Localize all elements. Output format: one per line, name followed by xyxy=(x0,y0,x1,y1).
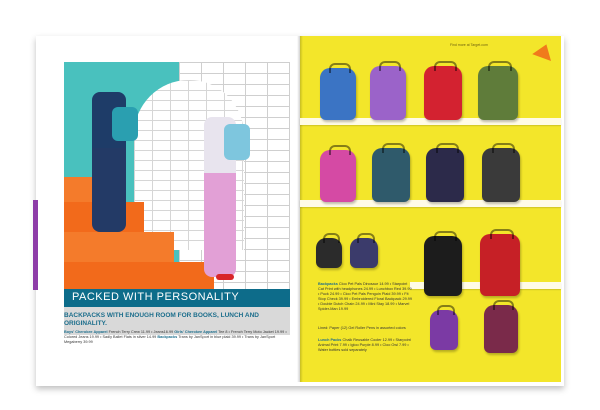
subhead: BACKPACKS WITH ENOUGH ROOM FOR BOOKS, LUNCH AND ORIGINALITY. xyxy=(64,312,259,327)
girl-backpack xyxy=(224,124,250,160)
lunch-pack-igloo xyxy=(430,310,458,350)
pens-caption: Lined: Paper (12) Gel Roller Pens in assorted colors xyxy=(318,326,406,330)
backpack-spider-man xyxy=(480,234,520,296)
folio: Find more at Target.com xyxy=(450,43,488,47)
details-label-1: Boys' Cherokee Apparel xyxy=(64,330,108,334)
details-text-3: Trans by JanSport in blue plaid 39.99 • Trans by JanSport Megaberry 39.99 xyxy=(64,335,276,344)
backpack-spiky xyxy=(424,236,462,296)
boy-backpack xyxy=(112,107,138,141)
backpack-floral xyxy=(426,148,464,202)
red-flat-shoe xyxy=(216,274,234,280)
lunch-pack-stripe xyxy=(316,238,342,268)
lunch-pack-owl xyxy=(484,305,518,353)
backpack-check xyxy=(372,148,410,202)
product-details xyxy=(64,330,292,345)
page-title: PACKED WITH PERSONALITY xyxy=(72,291,240,303)
backpacks-caption xyxy=(318,282,413,312)
orange-step-1 xyxy=(64,262,214,292)
backpack-cat-print xyxy=(370,66,406,120)
details-text-1: French Terry Crew 11.99 • Jeans16.99 xyxy=(108,330,174,334)
spine-gutter xyxy=(297,36,303,382)
details-text-2: Tee 8 • French Terry Moto Jacket 19.99 • Colored Jeans 19.99 • Sadly Ballet Flats in silver 14.99 xyxy=(64,330,287,339)
caption-3-text: Chalk Reusable Cooler 12.99 • Starpoint Animal Print 7.99 • Igloo Purple 8.99 • Cloo Owl 7.99 • Water bottles sold separately xyxy=(318,338,411,352)
caption-1-text: Cloo Pet Pals Dinosaur 14.99 • Starpoint Cat Print with headphones 24.99 • Lunchbox Red 39.99 • Puck 24.99 • Cloo Pet Pals Penguin Plaid 39.99 • Fit Stop Check 39.99 • Embroidered Floral Backpack 29.99 • Double Dutch Chain 24.99 • Mini Stay 18.99 • Marvel Spider-Man 19.99 xyxy=(318,282,412,311)
details-label-2: Girls' Cherokee Apparel xyxy=(174,330,218,334)
backpack-pink xyxy=(320,150,356,202)
details-label-3: Backpacks xyxy=(157,335,178,339)
lunch-pack-floral xyxy=(350,238,378,268)
orange-step-2 xyxy=(64,232,174,262)
backpack-chevron xyxy=(482,148,520,202)
caption-1-label: Backpacks xyxy=(318,282,338,286)
backpack-red xyxy=(424,66,462,120)
backpack-dinosaur xyxy=(320,68,356,120)
backpack-penguin-plaid xyxy=(478,66,518,120)
caption-3-label: Lunch Packs xyxy=(318,338,342,342)
lunch-packs-caption xyxy=(318,338,413,353)
